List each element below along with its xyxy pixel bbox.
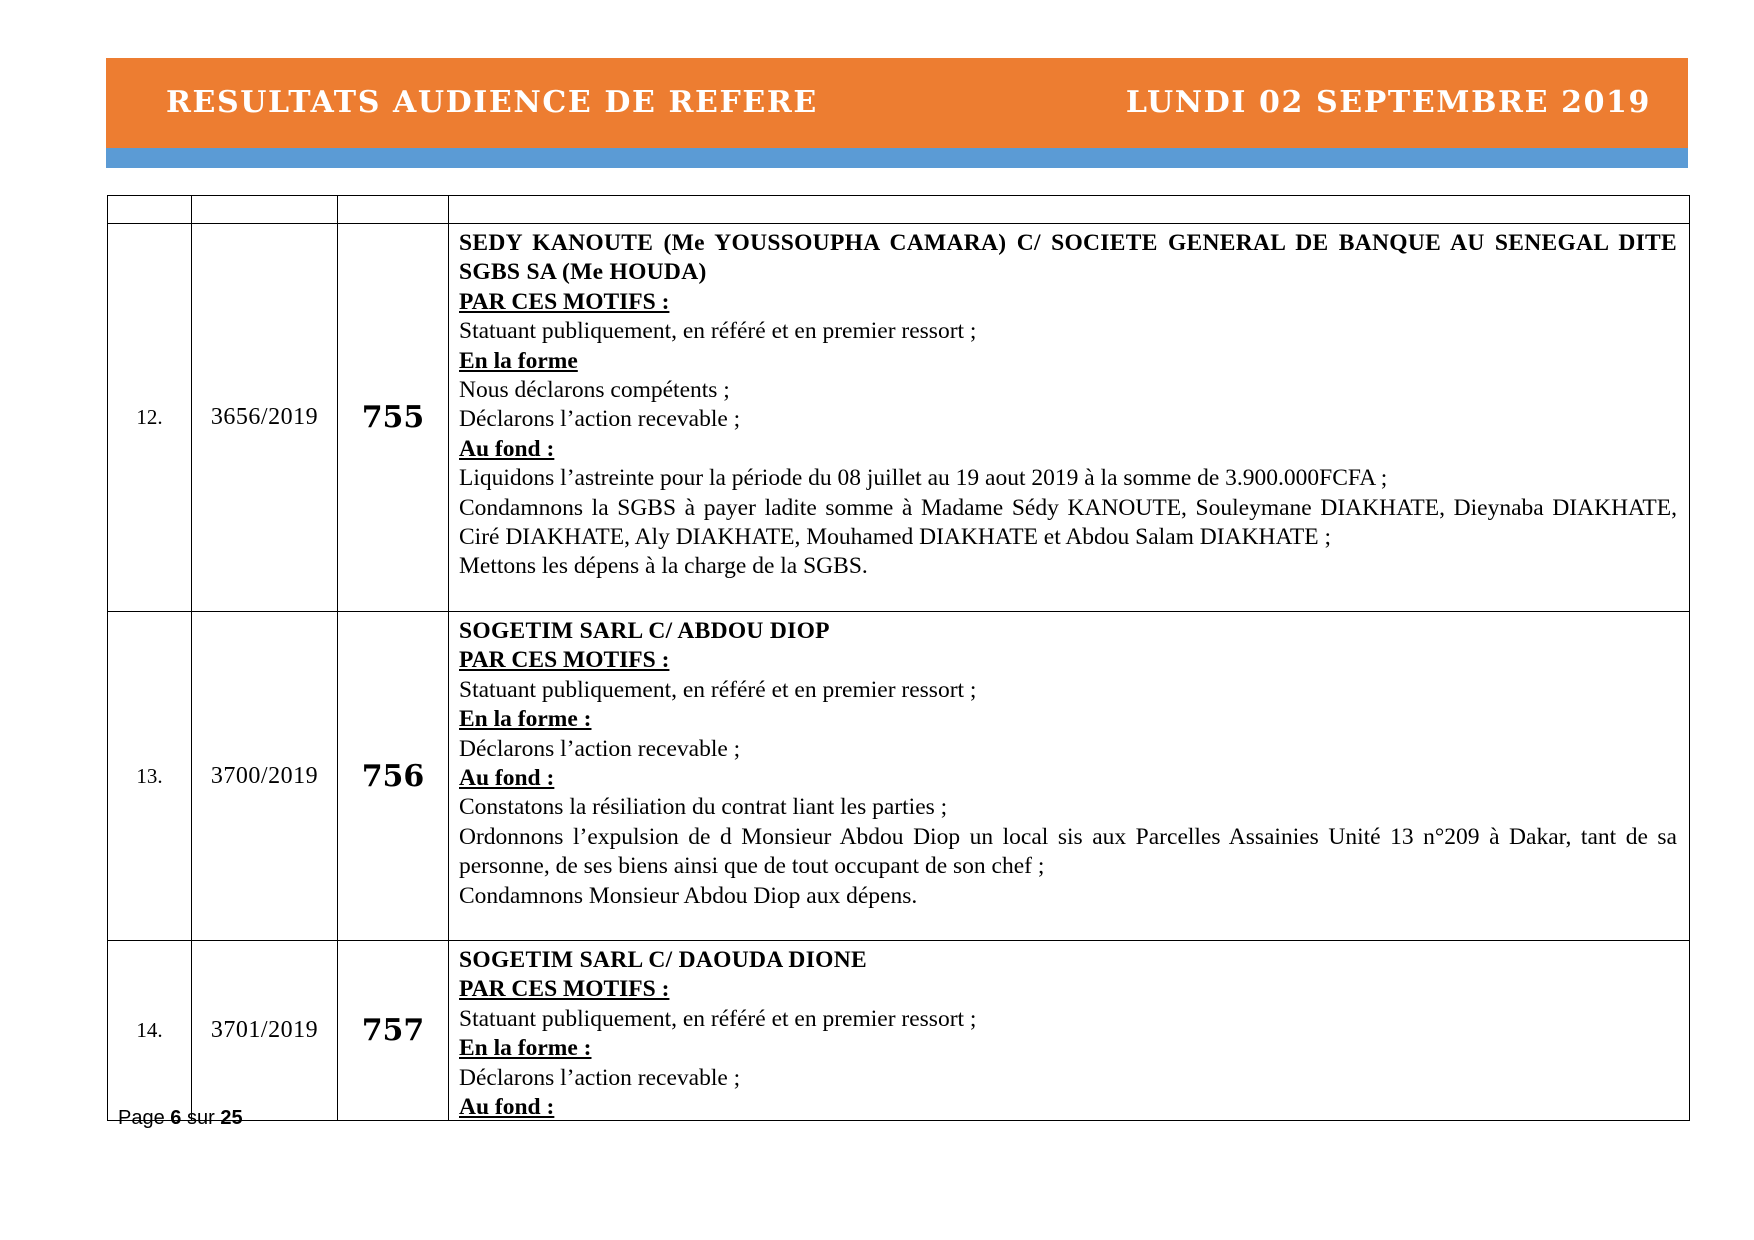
- fond-line: Condamnons Monsieur Abdou Diop aux dépens.: [459, 882, 918, 909]
- case-rg-number: 3656/2019: [192, 224, 338, 612]
- page-title: RESULTATS AUDIENCE DE REFERE: [166, 85, 818, 120]
- header-stripe: [106, 148, 1688, 168]
- case-decision: [449, 612, 1690, 941]
- case-number: 14.: [108, 941, 192, 1121]
- page-label: Page: [118, 1107, 165, 1129]
- hearing-date: LUNDI 02 SEPTEMBRE 2019: [1125, 85, 1651, 120]
- motifs-heading: PAR CES MOTIFS :: [459, 976, 670, 1003]
- fond-line: Constatons la résiliation du contrat liant les parties ;: [459, 794, 948, 821]
- case-rg-number: 3701/2019: [192, 941, 338, 1121]
- forme-line: Déclarons l’action recevable ;: [459, 406, 741, 433]
- ordonnance-number: 755: [338, 224, 449, 612]
- case-decision: [449, 224, 1690, 612]
- statuant-line: Statuant publiquement, en référé et en premier ressort ;: [459, 676, 977, 703]
- table-row: [108, 612, 1690, 941]
- case-number: 13.: [108, 612, 192, 941]
- fond-heading: Au fond :: [459, 1094, 555, 1118]
- case-decision: [449, 941, 1690, 1121]
- page-total: 25: [220, 1107, 243, 1129]
- forme-heading: En la forme :: [459, 706, 592, 733]
- motifs-heading: PAR CES MOTIFS :: [459, 647, 670, 674]
- case-number: 12.: [108, 224, 192, 612]
- table-row: [108, 941, 1690, 1121]
- page-separator: sur: [186, 1107, 215, 1129]
- fond-line: Mettons les dépens à la charge de la SGBS.: [459, 553, 868, 580]
- forme-line: Déclarons l’action recevable ;: [459, 1064, 741, 1091]
- forme-line: Nous déclarons compétents ;: [459, 377, 730, 404]
- forme-heading: En la forme :: [459, 1035, 592, 1062]
- page-current: 6: [170, 1107, 182, 1129]
- motifs-heading: PAR CES MOTIFS :: [459, 288, 670, 315]
- case-rg-number: 3700/2019: [192, 612, 338, 941]
- fond-line: Ordonnons l’expulsion de d Monsieur Abdou Diop un local sis aux Parcelles Assainies Unité 13 n°209 à Dakar, tant de sa personne, de ses biens ainsi que de tout occupant de son chef ;: [459, 823, 1677, 880]
- fond-heading: Au fond :: [459, 435, 555, 462]
- fond-heading: Au fond :: [459, 765, 555, 792]
- page-footer: [118, 1107, 243, 1130]
- statuant-line: Statuant publiquement, en référé et en premier ressort ;: [459, 1005, 977, 1032]
- empty-cell: [108, 196, 192, 224]
- case-parties: SOGETIM SARL C/ DAOUDA DIONE: [459, 947, 867, 973]
- forme-heading: En la forme: [459, 347, 578, 374]
- ordonnance-number: 757: [338, 941, 449, 1121]
- statuant-line: Statuant publiquement, en référé et en premier ressort ;: [459, 318, 977, 345]
- case-parties: SEDY KANOUTE (Me YOUSSOUPHA CAMARA) C/ SOCIETE GENERAL DE BANQUE AU SENEGAL DITE SGBS SA (Me HOUDA): [459, 230, 1677, 286]
- forme-line: Déclarons l’action recevable ;: [459, 735, 741, 762]
- empty-cell: [192, 196, 338, 224]
- results-table: [107, 195, 1690, 1121]
- ordonnance-number: 756: [338, 612, 449, 941]
- empty-cell: [449, 196, 1690, 224]
- fond-line: Condamnons la SGBS à payer ladite somme à Madame Sédy KANOUTE, Souleymane DIAKHATE, Dieynaba DIAKHATE, Ciré DIAKHATE, Aly DIAKHATE, Mouhamed DIAKHATE et Abdou Salam DIAKHATE ;: [459, 494, 1677, 551]
- fond-line: Liquidons l’astreinte pour la période du 08 juillet au 19 aout 2019 à la somme de 3.900.000FCFA ;: [459, 465, 1388, 492]
- case-parties: SOGETIM SARL C/ ABDOU DIOP: [459, 618, 830, 644]
- empty-cell: [338, 196, 449, 224]
- table-header-row: [108, 196, 1690, 224]
- table-row: [108, 224, 1690, 612]
